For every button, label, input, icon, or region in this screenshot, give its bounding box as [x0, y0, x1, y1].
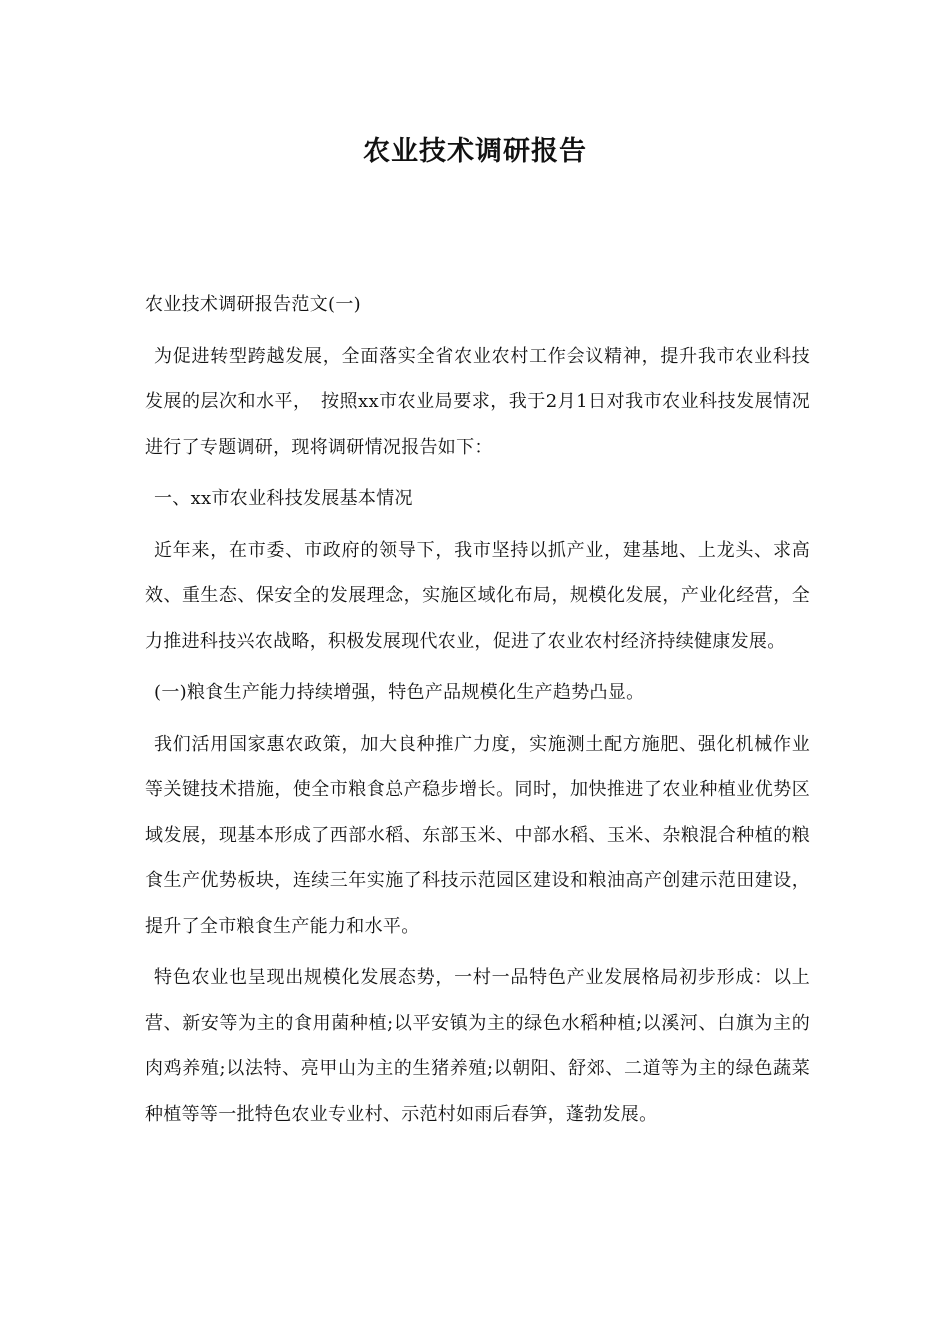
paragraph-intro: 为促进转型跨越发展，全面落实全省农业农村工作会议精神，提升我市农业科技发展的层次和水平， 按照xx市农业局要求，我于2月1日对我市农业科技发展情况进行了专题调研，现将调研情况报告如下：	[145, 345, 810, 458]
document-body	[145, 282, 810, 1143]
paragraph-recent-years: 近年来，在市委、市政府的领导下，我市坚持以抓产业，建基地、上龙头、求高效、重生态、保安全的发展理念，实施区域化布局，规模化发展，产业化经营，全力推进科技兴农战略，积极发展现代农业，促进了农业农村经济持续健康发展。	[145, 539, 810, 652]
section-heading-basic-situation: 一、xx市农业科技发展基本情况	[154, 488, 413, 509]
document-title: 农业技术调研报告	[363, 136, 587, 167]
paragraph-specialty-agriculture: 特色农业也呈现出规模化发展态势，一村一品特色产业发展格局初步形成：以上营、新安等为主的食用菌种植;以平安镇为主的绿色水稻种植;以溪河、白旗为主的肉鸡养殖;以法特、亮甲山为主的生猪养殖;以朝阳、舒郊、二道等为主的绿色蔬菜种植等等一批特色农业专业村、示范村如雨后春笋，蓬勃发展。	[145, 967, 810, 1125]
paragraph-grain-policy: 我们活用国家惠农政策，加大良种推广力度，实施测土配方施肥、强化机械作业等关键技术措施，使全市粮食总产稳步增长。同时，加快推进了农业种植业优势区域发展，现基本形成了西部水稻、东部玉米、中部水稻、玉米、杂粮混合种植的粮食生产优势板块，连续三年实施了科技示范园区建设和粮油高产创建示范田建设，提升了全市粮食生产能力和水平。	[145, 733, 810, 937]
section-heading-sample: 农业技术调研报告范文(一)	[145, 294, 361, 315]
subsection-heading-grain-production: (一)粮食生产能力持续增强，特色产品规模化生产趋势凸显。	[154, 682, 645, 703]
